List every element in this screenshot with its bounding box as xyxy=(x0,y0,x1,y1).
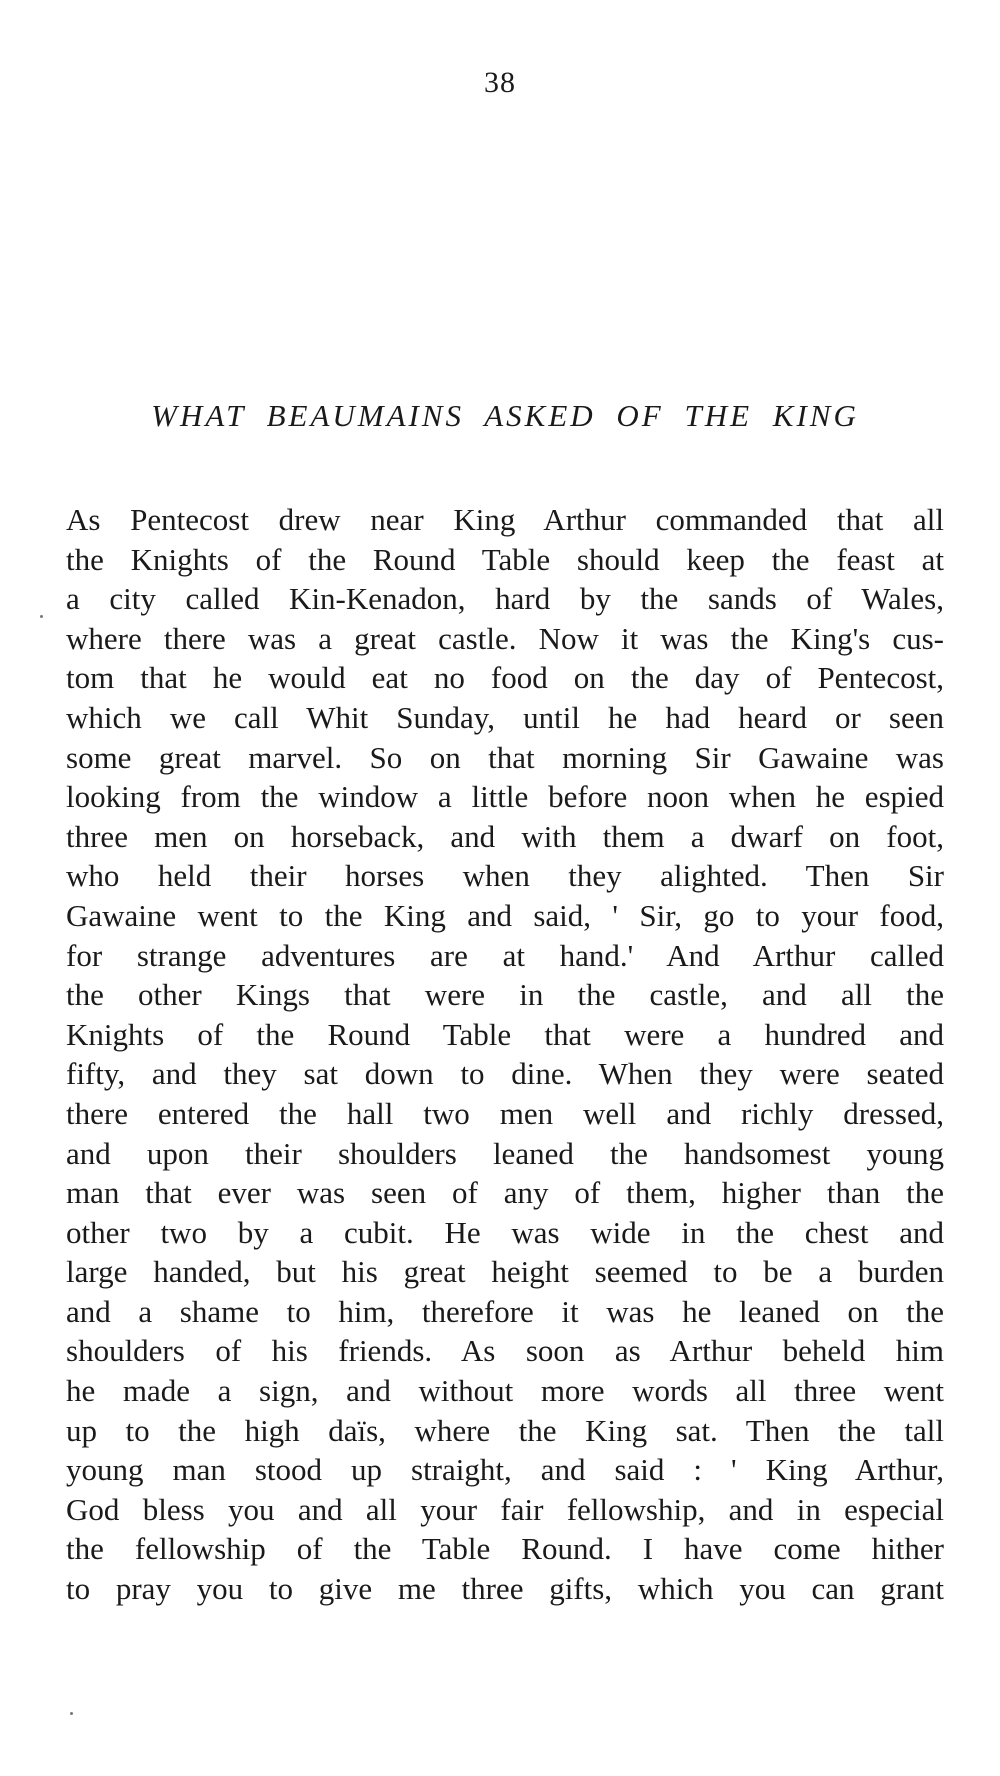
text-line: he made a sign, and without more words all three went xyxy=(66,1373,944,1409)
text-line: large handed, but his great height seemed to be a burden xyxy=(66,1254,944,1290)
text-line: tom that he would eat no food on the day of Pentecost, xyxy=(66,660,944,696)
text-line: who held their horses when they alighted. Then Sir xyxy=(66,858,944,894)
text-line: looking from the window a little before noon when he espied xyxy=(66,779,944,815)
text-line: where there was a great castle. Now it was the King's cus- xyxy=(66,620,944,656)
text-line: a city called Kin-Kenadon, hard by the sands of Wales, xyxy=(66,581,944,617)
scan-speck xyxy=(40,615,43,618)
text-line: the other Kings that were in the castle, and all the xyxy=(66,977,944,1013)
text-line: Knights of the Round Table that were a hundred and xyxy=(66,1016,944,1052)
text-line: fifty, and they sat down to dine. When they were seated xyxy=(66,1056,944,1092)
text-line: other two by a cubit. He was wide in the chest and xyxy=(66,1214,944,1250)
text-line: the fellowship of the Table Round. I have come hither xyxy=(66,1531,944,1567)
text-line: man that ever was seen of any of them, higher than the xyxy=(66,1175,944,1211)
text-line: up to the high daïs, where the King sat. Then the tall xyxy=(66,1412,944,1448)
text-line: three men on horseback, and with them a dwarf on foot, xyxy=(66,818,944,854)
page-number: 38 xyxy=(484,66,516,99)
text-line: God bless you and all your fair fellowship, and in especial xyxy=(66,1491,944,1527)
text-line: shoulders of his friends. As soon as Arthur beheld him xyxy=(66,1333,944,1369)
text-line: young man stood up straight, and said : ' King Arthur, xyxy=(66,1452,944,1488)
chapter-title: WHAT BEAUMAINS ASKED OF THE KING xyxy=(151,398,859,433)
text-line: As Pentecost drew near King Arthur commanded that all xyxy=(66,502,944,537)
scan-speck xyxy=(70,1712,73,1715)
text-line: some great marvel. So on that morning Sir Gawaine was xyxy=(66,739,944,775)
text-line: and upon their shoulders leaned the handsomest young xyxy=(66,1135,944,1171)
text-line: the Knights of the Round Table should keep the feast at xyxy=(66,541,944,577)
text-line: there entered the hall two men well and richly dressed, xyxy=(66,1095,944,1131)
text-line: to pray you to give me three gifts, which you can grant xyxy=(66,1571,944,1607)
text-line: for strange adventures are at hand.' And Arthur called xyxy=(66,937,944,973)
text-line: which we call Whit Sunday, until he had heard or seen xyxy=(66,699,944,735)
text-line: and a shame to him, therefore it was he leaned on the xyxy=(66,1293,944,1329)
text-line: Gawaine went to the King and said, ' Sir, go to your food, xyxy=(66,897,944,933)
body-text xyxy=(66,500,944,1609)
